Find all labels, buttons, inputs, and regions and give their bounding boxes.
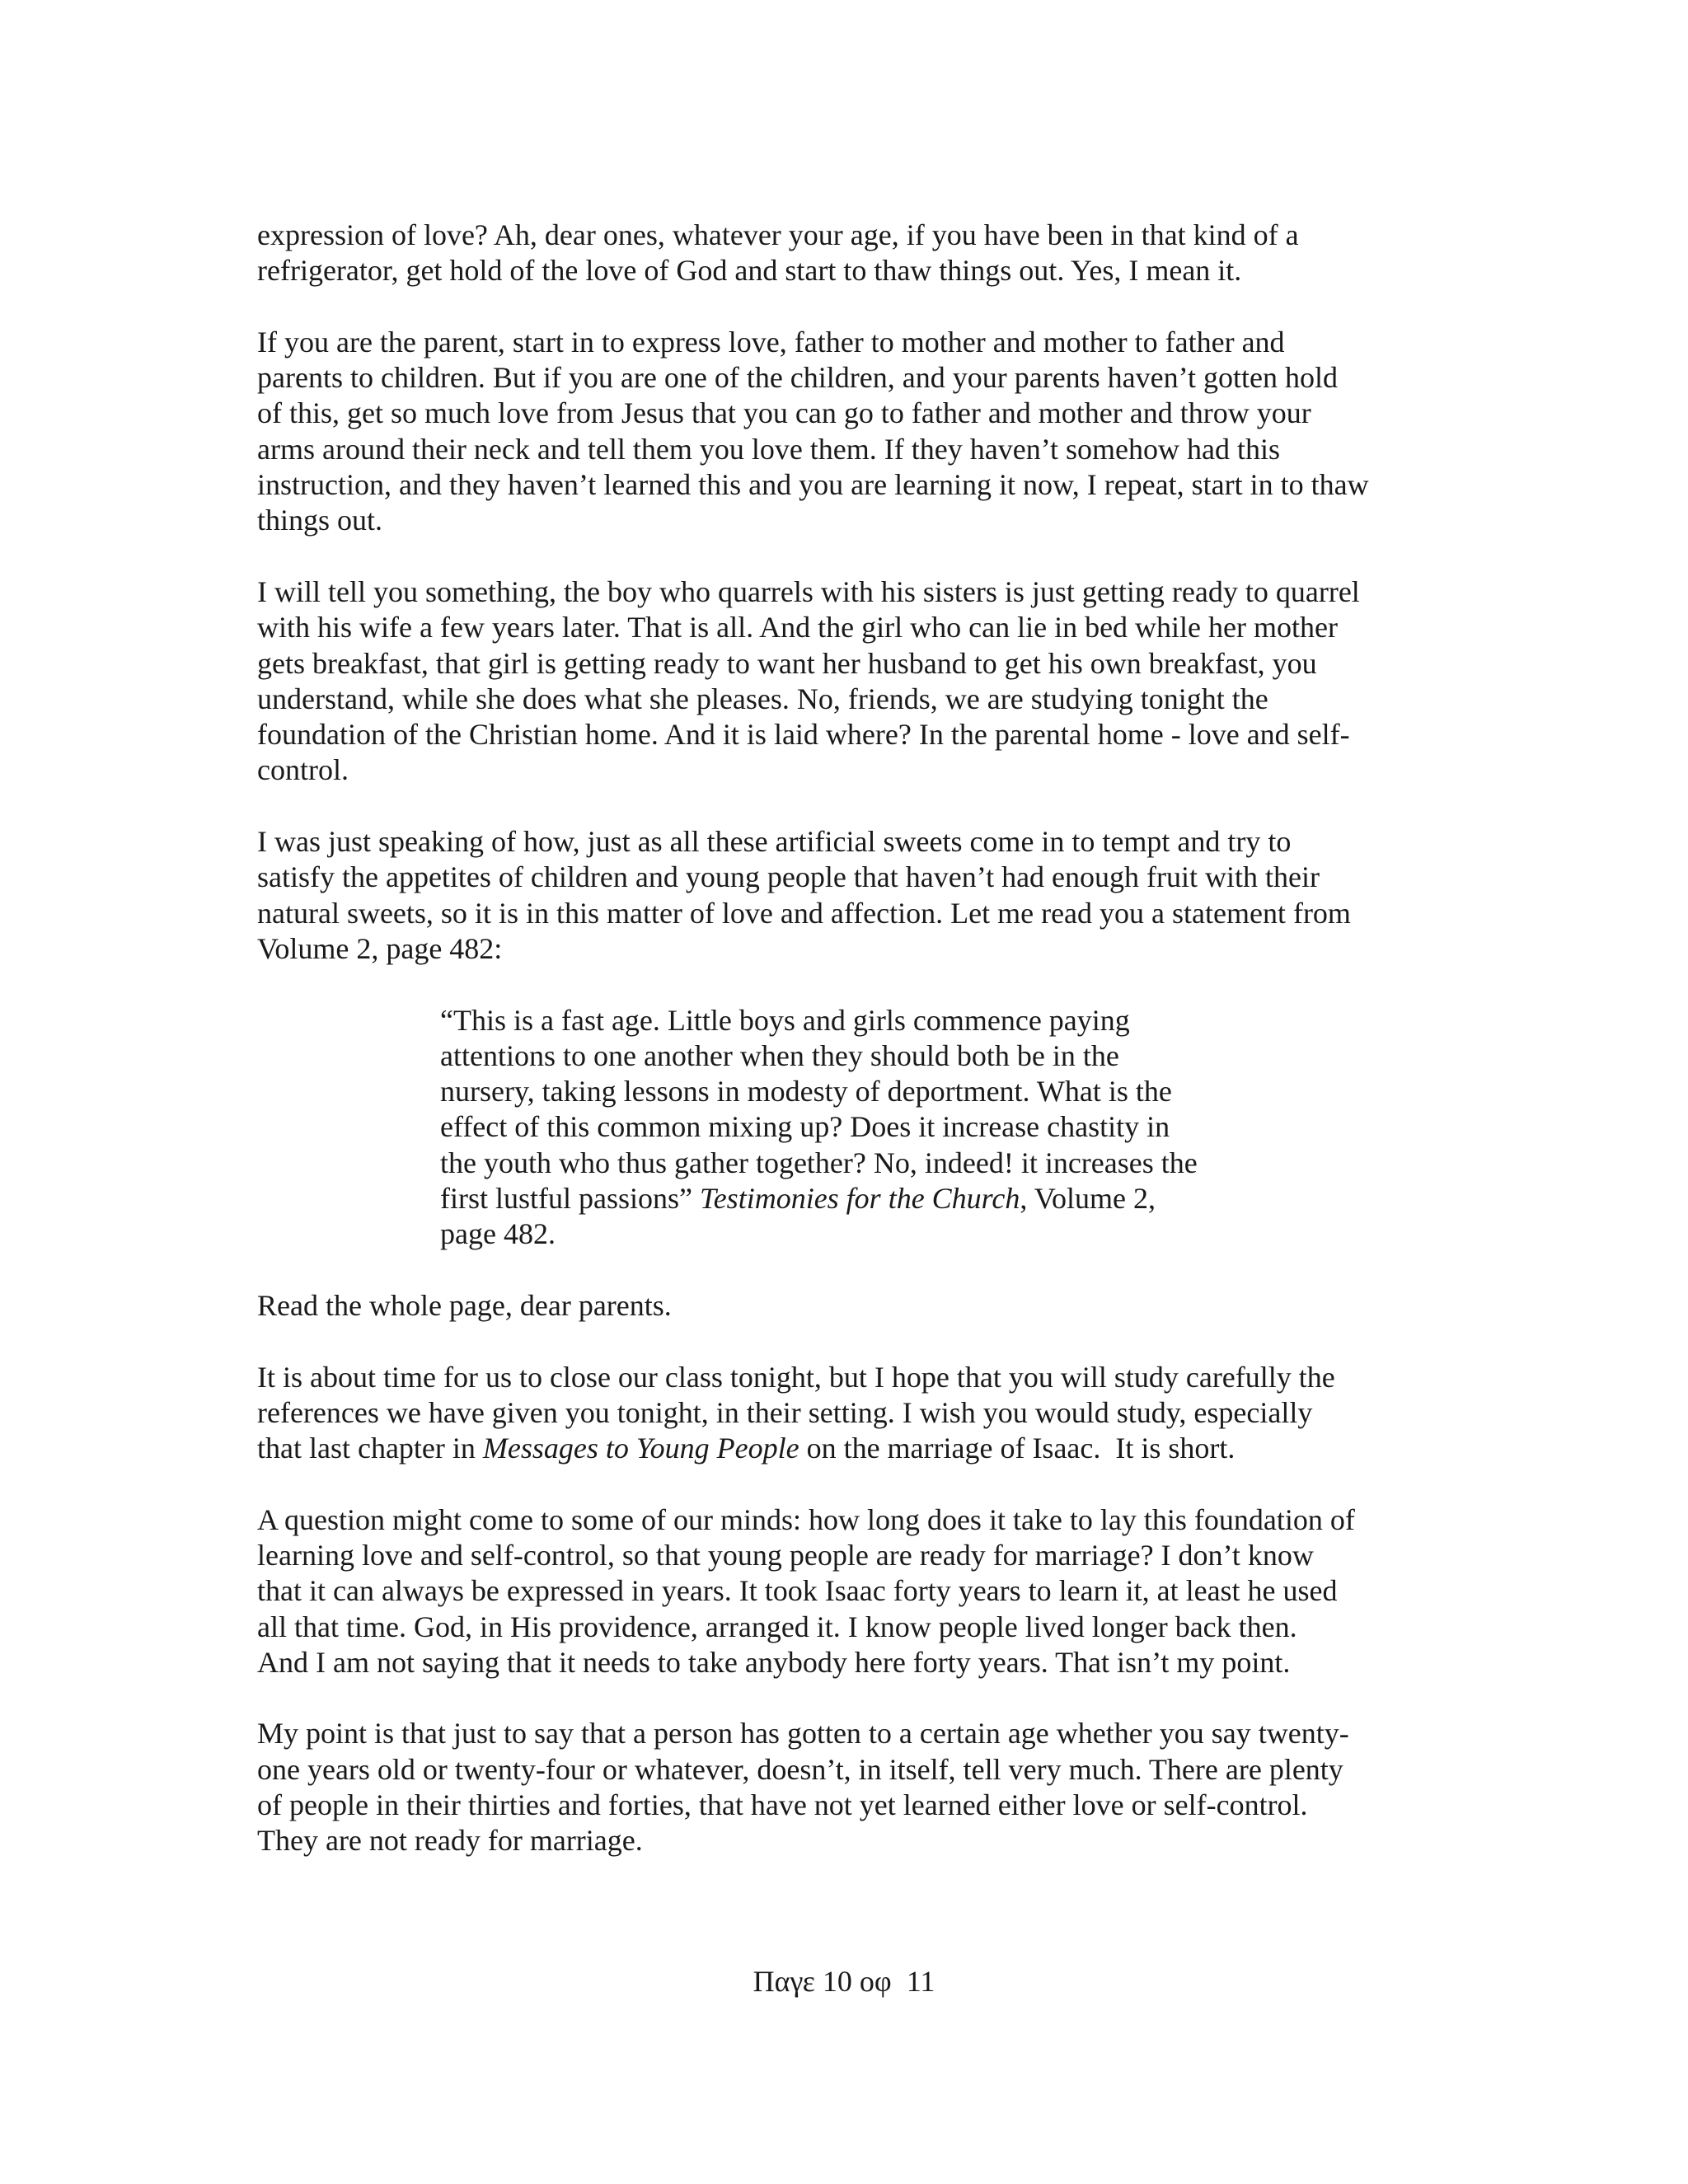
- paragraph: [257, 1716, 1436, 1858]
- text-line: of this, get so much love from Jesus that you can go to father and mother and throw your: [257, 396, 1311, 430]
- quote-line: the youth who thus gather together? No, indeed! it increases the: [440, 1146, 1198, 1179]
- text-line-suffix: on the marriage of Isaac. It is short.: [799, 1432, 1236, 1465]
- page-number: Παγε 10 οφ 11: [753, 1965, 935, 1998]
- text-line: Volume 2, page 482:: [257, 931, 503, 965]
- paragraph: [257, 1360, 1436, 1467]
- paragraph: [257, 218, 1436, 289]
- text-line: things out.: [257, 504, 383, 537]
- paragraph: [257, 574, 1436, 789]
- text-line: And I am not saying that it needs to take anybody here forty years. That isn’t my point.: [257, 1645, 1291, 1679]
- paragraph: [257, 1502, 1436, 1680]
- text-line: one years old or twenty-four or whatever, doesn’t, in itself, tell very much. There are plenty: [257, 1752, 1343, 1786]
- paragraph: [257, 325, 1436, 539]
- text-line: refrigerator, get hold of the love of God and start to thaw things out. Yes, I mean it.: [257, 254, 1242, 288]
- quote-line-suffix: , Volume 2,: [1020, 1182, 1156, 1216]
- text-line: expression of love? Ah, dear ones, whatever your age, if you have been in that kind of a: [257, 218, 1299, 251]
- quote-line: attentions to one another when they should both be in the: [440, 1038, 1119, 1072]
- text-line: all that time. God, in His providence, arranged it. I know people lived longer back then.: [257, 1610, 1297, 1643]
- text-line: satisfy the appetites of children and young people that haven’t had enough fruit with their: [257, 860, 1320, 894]
- block-quote: [440, 1003, 1231, 1253]
- text-line: They are not ready for marriage.: [257, 1824, 643, 1858]
- paragraph: [257, 1288, 1436, 1324]
- text-line: learning love and self-control, so that young people are ready for marriage? I don’t know: [257, 1538, 1314, 1572]
- text-line: Read the whole page, dear parents.: [257, 1288, 672, 1322]
- quote-line: nursery, taking lessons in modesty of deportment. What is the: [440, 1075, 1172, 1108]
- text-line: natural sweets, so it is in this matter of love and affection. Let me read you a statement from: [257, 896, 1351, 930]
- text-line: arms around their neck and tell them you love them. If they haven’t somehow had this: [257, 432, 1281, 466]
- text-line: foundation of the Christian home. And it is laid where? In the parental home - love and self-: [257, 718, 1350, 752]
- text-line: A question might come to some of our minds: how long does it take to lay this foundation of: [257, 1502, 1355, 1536]
- quote-line: page 482.: [440, 1217, 556, 1251]
- text-line: parents to children. But if you are one of the children, and your parents haven’t gotten hold: [257, 361, 1338, 395]
- text-line: that it can always be expressed in years. It took Isaac forty years to learn it, at least he used: [257, 1574, 1338, 1608]
- quote-line: “This is a fast age. Little boys and girls commence paying: [440, 1003, 1130, 1037]
- text-line: understand, while she does what she pleases. No, friends, we are studying tonight the: [257, 682, 1268, 715]
- text-line: instruction, and they haven’t learned this and you are learning it now, I repeat, start in to thaw: [257, 468, 1369, 502]
- text-line: gets breakfast, that girl is getting ready to want her husband to get his own breakfast, you: [257, 646, 1317, 680]
- document-body: [257, 218, 1436, 1895]
- quote-line: effect of this common mixing up? Does it increase chastity in: [440, 1110, 1170, 1144]
- book-title: Messages to Young People: [482, 1432, 799, 1465]
- text-line: of people in their thirties and forties, that have not yet learned either love or self-control.: [257, 1788, 1308, 1822]
- text-line: If you are the parent, start in to express love, father to mother and mother to father and: [257, 325, 1285, 359]
- text-line: with his wife a few years later. That is all. And the girl who can lie in bed while her mother: [257, 611, 1338, 644]
- text-line: My point is that just to say that a person has gotten to a certain age whether you say twenty-: [257, 1717, 1349, 1750]
- citation-title: Testimonies for the Church: [699, 1182, 1020, 1216]
- text-line: I will tell you something, the boy who quarrels with his sisters is just getting ready to quarrel: [257, 574, 1360, 608]
- quote-line-prefix: first lustful passions”: [440, 1182, 700, 1216]
- text-line: I was just speaking of how, just as all these artificial sweets come in to tempt and try to: [257, 825, 1292, 859]
- text-line-prefix: that last chapter in: [257, 1432, 483, 1465]
- page-footer: [0, 1964, 1688, 1999]
- text-line: It is about time for us to close our class tonight, but I hope that you will study carefully the: [257, 1360, 1335, 1394]
- text-line: control.: [257, 753, 349, 787]
- paragraph: [257, 824, 1436, 967]
- text-line: references we have given you tonight, in their setting. I wish you would study, especially: [257, 1395, 1313, 1429]
